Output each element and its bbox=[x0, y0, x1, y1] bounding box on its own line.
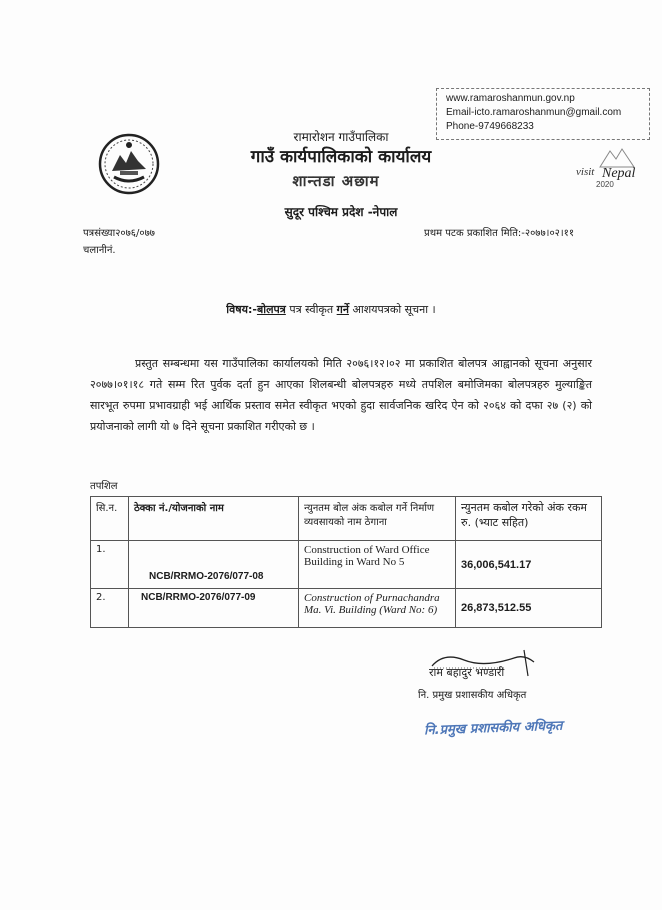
row-amount: 36,006,541.17 bbox=[456, 541, 602, 589]
official-stamp: नि.प्रमुख प्रशासकीय अधिकृत bbox=[423, 718, 563, 739]
subject-label: विषय:- bbox=[226, 303, 257, 316]
province-line: सुदूर पश्चिम प्रदेश -नेपाल bbox=[284, 205, 398, 219]
svg-text:2020: 2020 bbox=[596, 180, 614, 189]
subject-underlined-2: गर्ने bbox=[336, 303, 349, 316]
row-sn: 2. bbox=[91, 589, 129, 628]
table-row bbox=[91, 589, 602, 628]
table-caption: तपशिल bbox=[90, 481, 118, 492]
subject-text-2: आशयपत्रको सूचना । bbox=[348, 303, 436, 316]
email-text: Email-icto.ramaroshanmun@gmail.com bbox=[446, 107, 622, 118]
reference-number: पत्रसंख्या२०७६/०७७ bbox=[83, 228, 155, 239]
phone-text: Phone-9749668233 bbox=[446, 121, 534, 132]
subject-text-1: पत्र स्वीकृत bbox=[285, 303, 337, 316]
table-header-row bbox=[91, 497, 602, 541]
subject-underlined-1: बोलपत्र bbox=[256, 303, 286, 316]
signatory-title: नि. प्रमुख प्रशासकीय अधिकृत bbox=[418, 690, 527, 701]
bid-table bbox=[90, 496, 602, 628]
header-amount: न्युनतम कबोल गरेको अंक रकम रु. (भ्याट सहित) bbox=[456, 497, 602, 541]
row-project: Construction of Purnachandra Ma. Vi. Building (Ward No: 6) bbox=[299, 589, 456, 628]
office-title: गाउँ कार्यपालिकाको कार्यालय bbox=[250, 147, 432, 167]
svg-text:visit: visit bbox=[576, 166, 595, 178]
municipality-name: रामारोशन गाउँपालिका bbox=[293, 130, 389, 144]
website-text: www.ramaroshanmun.gov.np bbox=[446, 93, 575, 104]
signatory-name: राम बहादुर भण्डारी bbox=[429, 666, 505, 679]
header-contract: ठेक्का नं./योजनाको नाम bbox=[129, 497, 299, 541]
row-sn: 1. bbox=[91, 541, 129, 589]
table-row bbox=[91, 541, 602, 589]
subject-line bbox=[0, 302, 662, 317]
publish-date: प्रथम पटक प्रकाशित मिति:-२०७७।०२।११ bbox=[424, 228, 575, 239]
row-code: NCB/RRMO-2076/077-08 bbox=[129, 541, 299, 589]
dispatch-number: चलानीनं. bbox=[83, 245, 116, 256]
row-amount: 26,873,512.55 bbox=[456, 589, 602, 628]
header-sn: सि.न. bbox=[91, 497, 129, 541]
svg-text:Nepal: Nepal bbox=[602, 166, 636, 181]
row-code: NCB/RRMO-2076/077-09 bbox=[129, 589, 299, 628]
row-project: Construction of Ward Office Building in Ward No 5 bbox=[299, 541, 456, 589]
notice-body: प्रस्तुत सम्बन्धमा यस गाउँपालिका कार्यालयको मिति २०७६।१२।०२ मा प्रकाशित बोलपत्र आह्वानको सूचना अनुसार २०७७।०१।१८ गते सम्म रित पुर्वक दर्ता हुन आएका शिलबन्धी बोलपत्रहरु मध्ये तपशिल बमोजिमका बोलपत्रहरु मुल्याङ्कित सारभूत रुपमा प्रभावग्राही भई आर्थिक प्रस्ताव समेत स्वीकृत भएको हुदा सार्वजनिक खरिद ऐन को २०६४ को दफा २७ (२) को प्रयोजनाको लागी यो ७ दिने सूचना प्रकाशित गरीएको छ । bbox=[90, 357, 592, 433]
office-location: शान्तडा अछाम bbox=[292, 172, 380, 190]
header-contractor: न्युनतम बोल अंक कबोल गर्ने निर्माण व्यवसायको नाम ठेगाना bbox=[299, 497, 456, 541]
